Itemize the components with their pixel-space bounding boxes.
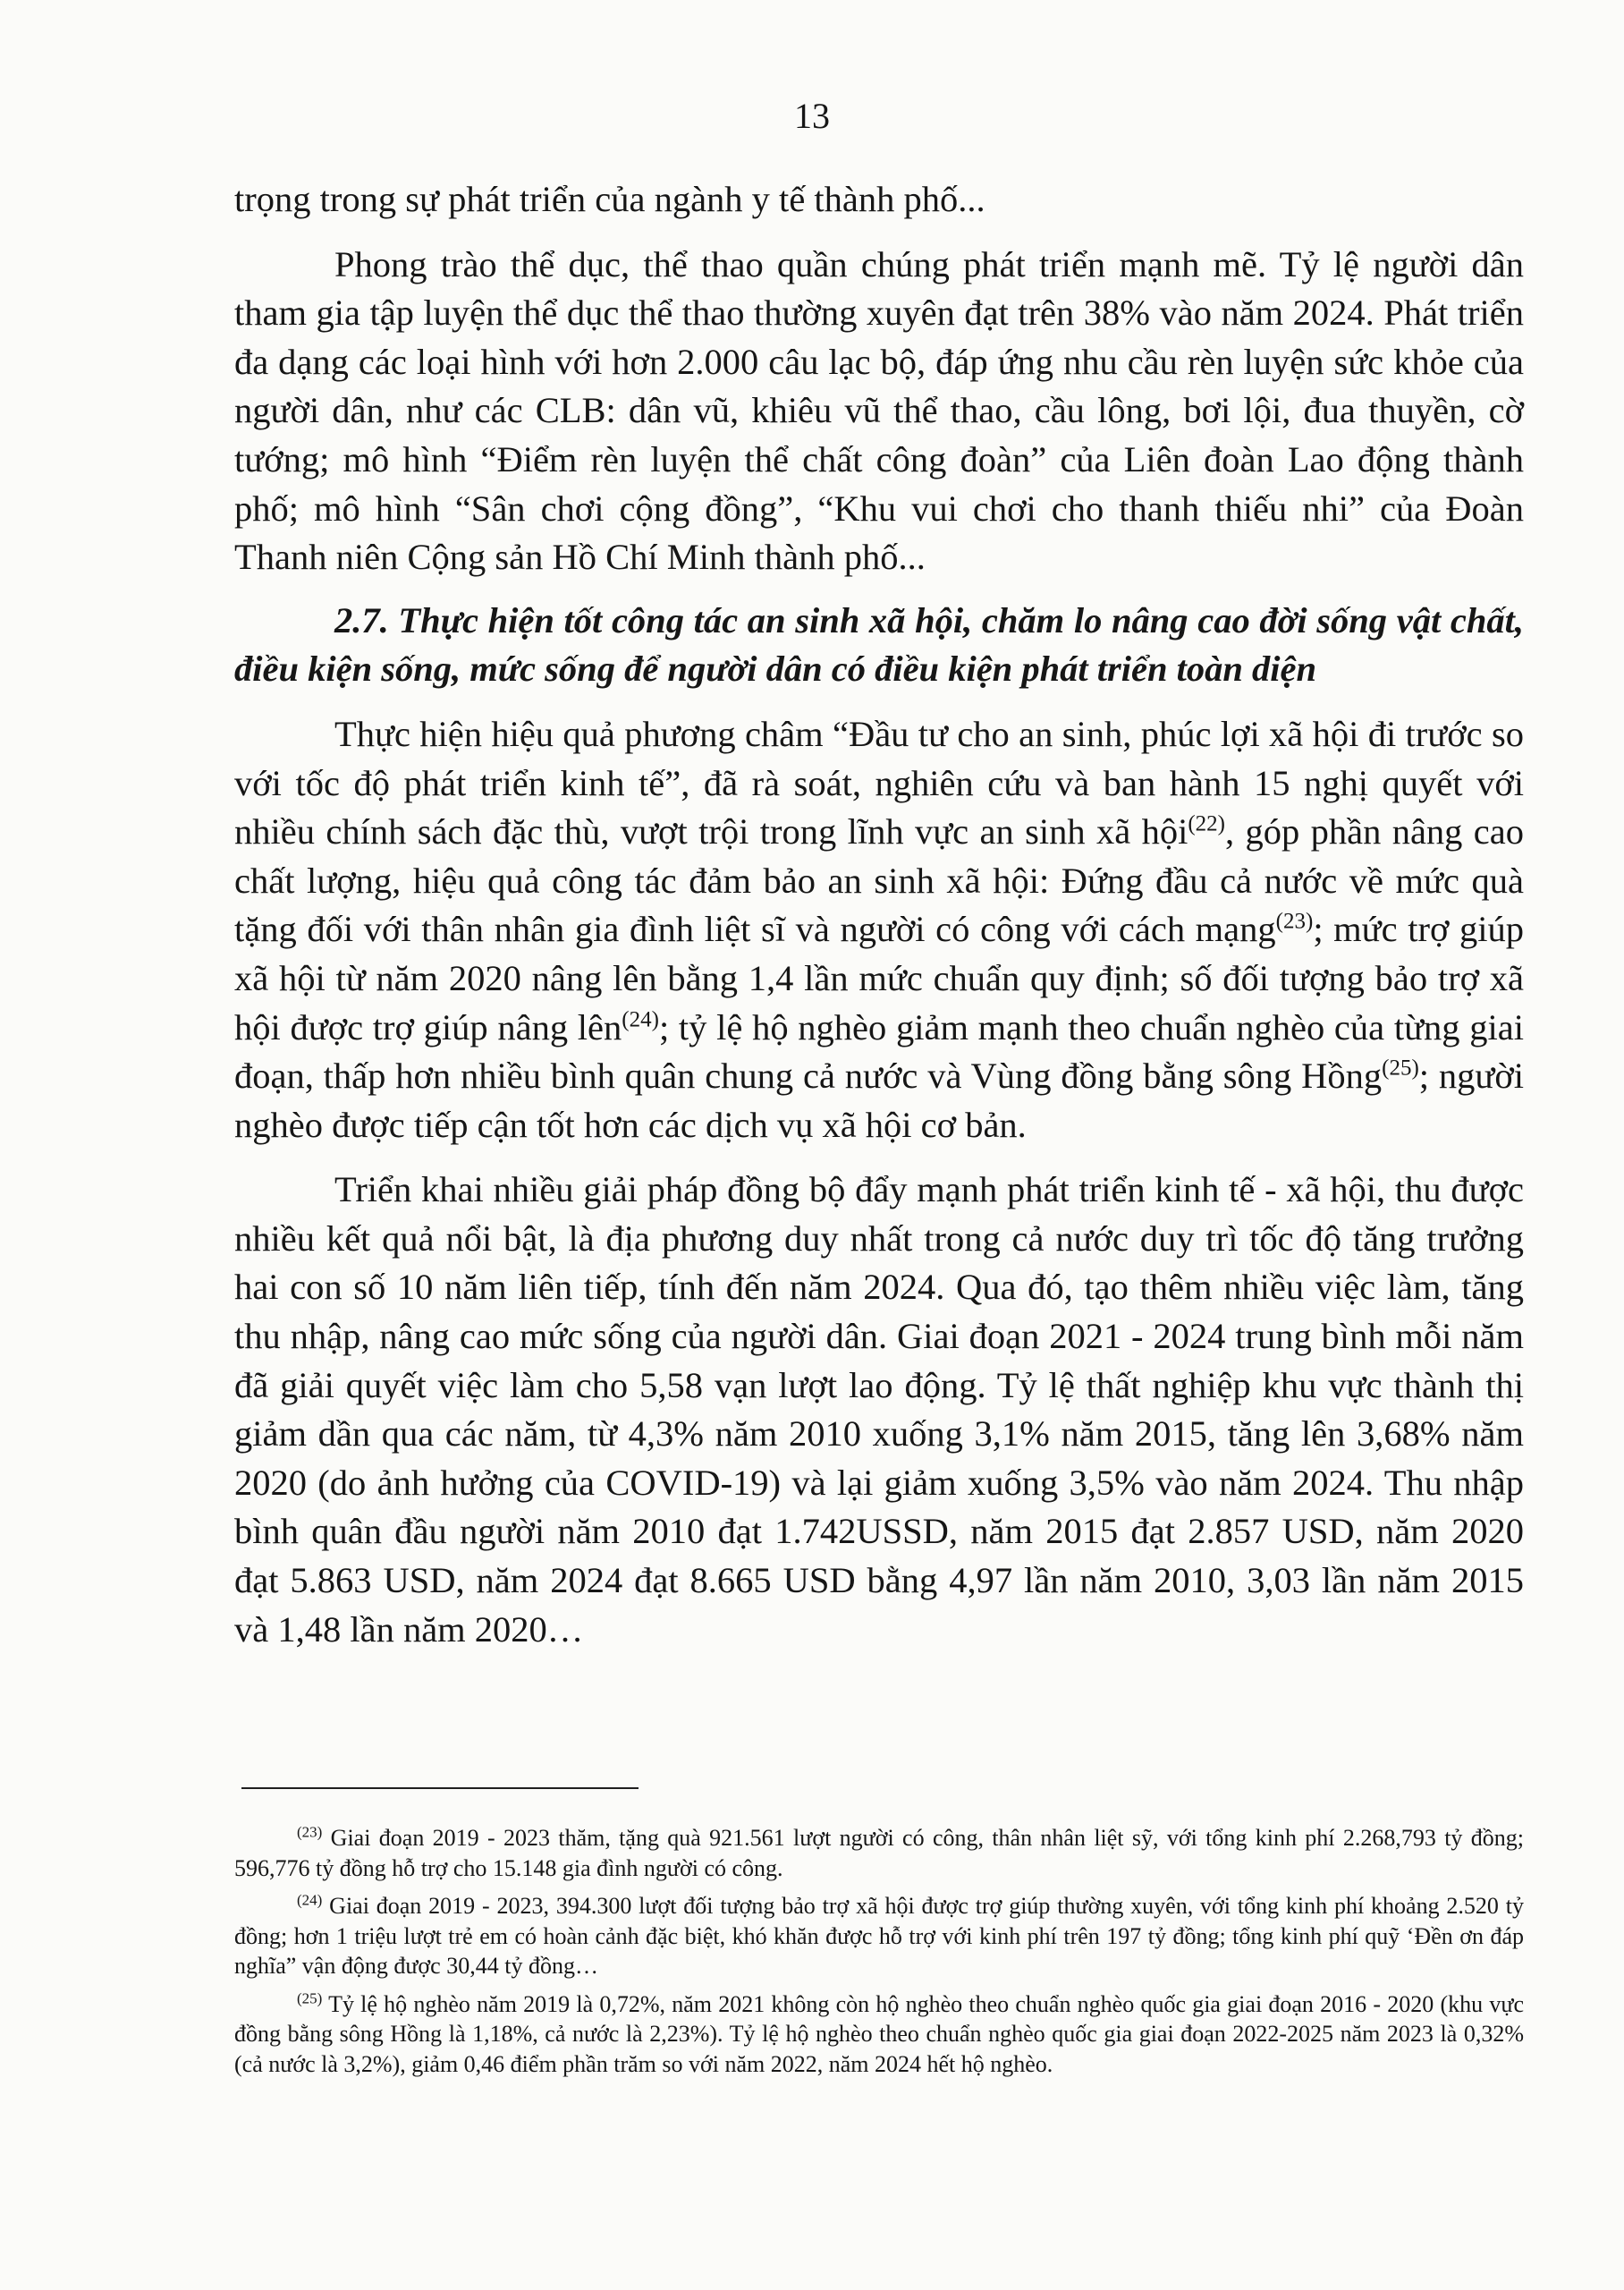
paragraph-economy: Triển khai nhiều giải pháp đồng bộ đẩy mạnh phát triển kinh tế - xã hội, thu được nhiều kết quả nổi bật, là địa phương duy nhất trong cả nước duy trì tốc độ tăng trưởng hai con số 10 năm liên tiếp, tính đến năm 2024. Qua đó, tạo thêm nhiều việc làm, tăng thu nhập, nâng cao mức sống của người dân. Giai đoạn 2021 - 2024 trung bình mỗi năm đã giải quyết việc làm cho 5,58 vạn lượt lao động. Tỷ lệ thất nghiệp khu vực thành thị giảm dần qua các năm, từ 4,3% năm 2010 xuống 3,1% năm 2015, tăng lên 3,68% năm 2020 (do ảnh hưởng của COVID-19) và lại giảm xuống 3,5% vào năm 2024. Thu nhập bình quân đầu người năm 2010 đạt 1.742USSD, năm 2015 đạt 2.857 USD, năm 2020 đạt 5.863 USD, năm 2024 đạt 8.665 USD bằng 4,97 lần năm 2010, 3,03 lần năm 2015 và 1,48 lần năm 2020… bbox=[234, 1169, 1524, 1650]
text-segment: Thực hiện hiệu quả phương châm “Đầu tư cho an sinh, phúc lợi xã hội đi trước so với tốc độ phát triển kinh tế”, đã rà soát, nghiên cứu và ban hành 15 nghị quyết với nhiều chính sách đặc thù, vượt trội trong lĩnh vực an sinh xã hội bbox=[234, 713, 1524, 852]
footnote-text: Tỷ lệ hộ nghèo năm 2019 là 0,72%, năm 2021 không còn hộ nghèo theo chuẩn nghèo quốc gia giai đoạn 2016 - 2020 (khu vực đồng bằng sông Hồng là 1,18%, cả nước là 2,23%). Tỷ lệ hộ nghèo theo chuẩn nghèo quốc gia giai đoạn 2022-2025 năm 2023 là 0,32% (cả nước là 3,2%), giảm 0,46 điểm phần trăm so với năm 2022, năm 2024 hết hộ nghèo. bbox=[234, 1990, 1524, 2077]
text-segment: , góp phần nâng cao chất lượng, hiệu quả công tác đảm bảo an sinh xã hội: Đứng đầu cả nước về mức quà tặng đối với thân nhân gia đình liệt sĩ và người có công với cách mạng bbox=[234, 811, 1524, 950]
text-segment: ; người nghèo được tiếp cận tốt hơn các dịch vụ xã hội cơ bản. bbox=[234, 1056, 1525, 1145]
footnote-text: Giai đoạn 2019 - 2023 thăm, tặng quà 921.561 lượt người có công, thân nhân liệt sỹ, với tổng kinh phí 2.268,793 tỷ đồng; 596,776 tỷ đồng hỗ trợ cho 15.148 gia đình người có công. bbox=[234, 1825, 1524, 1881]
footnote-text: Giai đoạn 2019 - 2023, 394.300 lượt đối tượng bảo trợ xã hội được trợ giúp thường xuyên, với tổng kinh phí khoảng 2.520 tỷ đồng; hơn 1 triệu lượt trẻ em có hoàn cảnh đặc biệt, khó khăn được hỗ trợ với kinh phí trên 197 tỷ đồng; tổng kinh phí quỹ ‘Đền ơn đáp nghĩa” vận động được 30,44 tỷ đồng… bbox=[234, 1893, 1524, 1979]
section-heading-2-7: 2.7. Thực hiện tốt công tác an sinh xã hội, chăm lo nâng cao đời sống vật chất, điều kiện sống, mức sống để người dân có điều kiện phát triển toàn diện bbox=[234, 599, 1524, 690]
footnote-mark: (23) bbox=[297, 1823, 323, 1841]
paragraph-sports: Phong trào thể dục, thể thao quần chúng phát triển mạnh mẽ. Tỷ lệ người dân tham gia tập luyện thể dục thể thao thường xuyên đạt trên 38% vào năm 2024. Phát triển đa dạng các loại hình với hơn 2.000 câu lạc bộ, đáp ứng nhu cầu rèn luyện sức khỏe của người dân, như các CLB: dân vũ, khiêu vũ thể thao, cầu lông, bơi lội, đua thuyền, cờ tướng; mô hình “Điểm rèn luyện thể chất công đoàn” của Liên đoàn Lao động thành phố; mô hình “Sân chơi cộng đồng”, “Khu vui chơi cho thanh thiếu nhi” của Đoàn Thanh niên Cộng sản Hồ Chí Minh thành phố... bbox=[234, 243, 1524, 578]
footnote-ref-23: (23) bbox=[1275, 909, 1314, 934]
footnote-separator bbox=[241, 1787, 639, 1789]
footnote-24 bbox=[234, 1891, 1524, 1981]
footnotes bbox=[234, 1823, 1524, 2087]
paragraph-continuation: trọng trong sự phát triển của ngành y tế thành phố... bbox=[234, 179, 985, 219]
footnote-mark: (25) bbox=[297, 1989, 323, 2006]
main-body bbox=[234, 175, 1524, 1654]
footnote-23 bbox=[234, 1823, 1524, 1883]
footnote-mark: (24) bbox=[297, 1891, 323, 1909]
footnote-ref-24: (24) bbox=[622, 1007, 659, 1031]
footnote-ref-22: (22) bbox=[1188, 811, 1225, 836]
text-segment: ; tỷ lệ hộ nghèo giảm mạnh theo chuẩn nghèo của từng giai đoạn, thấp hơn nhiều bình quân chung cả nước và Vùng đồng bằng sông Hồng bbox=[234, 1006, 1524, 1097]
footnote-ref-25: (25) bbox=[1382, 1056, 1419, 1081]
paragraph-social-security bbox=[234, 710, 1524, 1149]
text-segment: ; mức trợ giúp xã hội từ năm 2020 nâng lên bằng 1,4 lần mức chuẩn quy định; số đối tượng bảo trợ xã hội được trợ giúp nâng lên bbox=[234, 909, 1524, 1047]
page-number: 13 bbox=[794, 96, 830, 136]
footnote-25 bbox=[234, 1989, 1524, 2080]
